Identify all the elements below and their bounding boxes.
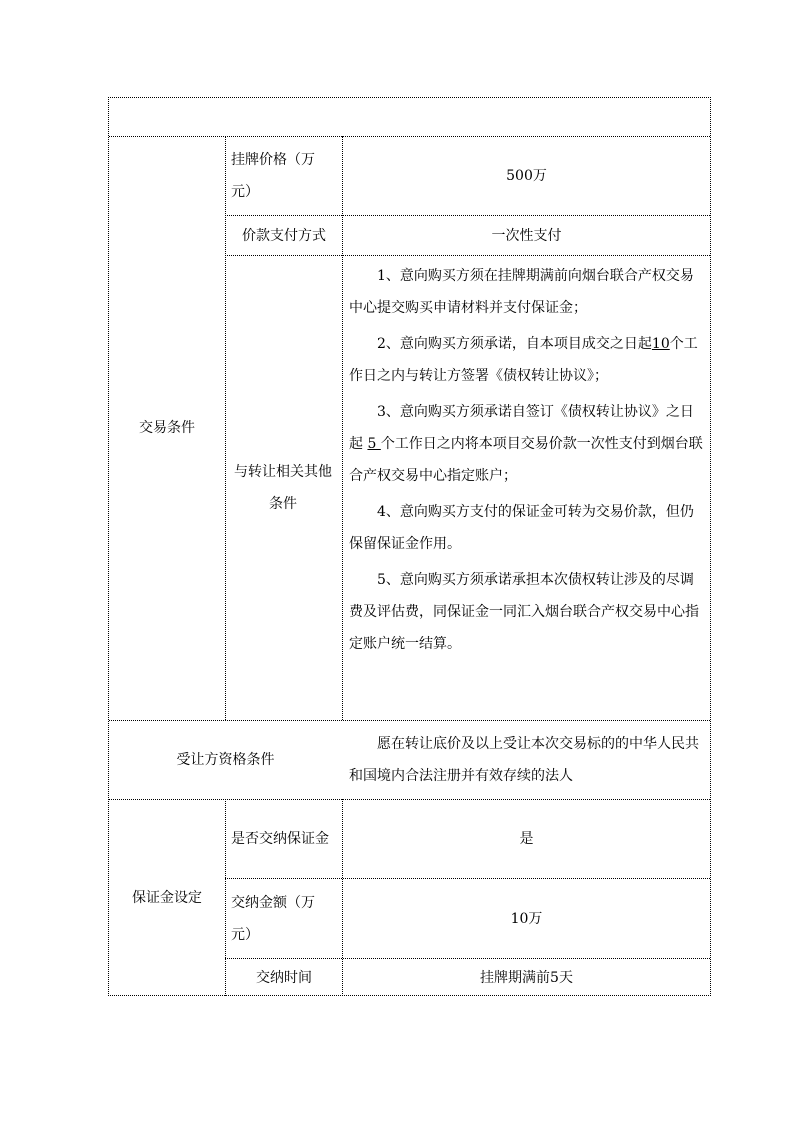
days-pay-value: 5 xyxy=(367,436,381,452)
trade-conditions-table xyxy=(108,97,711,996)
qualification-value: 愿在转让底价及以上受让本次交易标的的中华人民共和国境内合法注册并有效存续的法人 xyxy=(349,736,699,784)
other-conditions-list xyxy=(349,260,705,718)
days-sign-value: 10 xyxy=(651,336,670,352)
deposit-time-label: 交纳时间 xyxy=(256,969,312,986)
qualification-label: 受让方资格条件 xyxy=(176,752,275,768)
condition-item-3: 3、意向购买方须承诺自签订《债权转让协议》之日起 5 个工作日之内将本项目交易价款一次性支付到烟台联合产权交易中心指定账户； xyxy=(349,404,703,484)
price-value: 500万 xyxy=(506,168,547,184)
condition-item-5: 5、意向购买方须承诺承担本次债权转让涉及的尽调费及评估费，同保证金一同汇入烟台联合产权交易中心指定账户统一结算。 xyxy=(349,572,699,652)
condition-item-4: 4、意向购买方支付的保证金可转为交易价款，但仍保留保证金作用。 xyxy=(349,504,694,552)
price-label: 挂牌价格（万元） xyxy=(231,152,315,200)
deposit-amount-value: 10万 xyxy=(510,910,543,927)
deposit-required-label: 是否交纳保证金 xyxy=(231,831,329,847)
other-conditions-label: 与转让相关其他条件 xyxy=(234,464,332,512)
condition-item-1: 1、意向购买方须在挂牌期满前向烟台联合产权交易中心提交购买申请材料并支付保证金； xyxy=(349,268,694,316)
group-label-deposit: 保证金设定 xyxy=(132,890,202,906)
deposit-time-value: 挂牌期满前5天 xyxy=(480,969,573,986)
payment-label: 价款支付方式 xyxy=(242,227,326,244)
deposit-required-value: 是 xyxy=(519,831,534,847)
group-label-trade: 交易条件 xyxy=(139,420,195,436)
deposit-amount-label: 交纳金额（万元） xyxy=(231,894,315,943)
payment-value: 一次性支付 xyxy=(491,227,562,244)
condition-item-2: 2、意向购买方须承诺，自本项目成交之日起10个工作日之内与转让方签署《债权转让协议》； xyxy=(349,336,698,384)
header-empty-row xyxy=(109,98,710,136)
